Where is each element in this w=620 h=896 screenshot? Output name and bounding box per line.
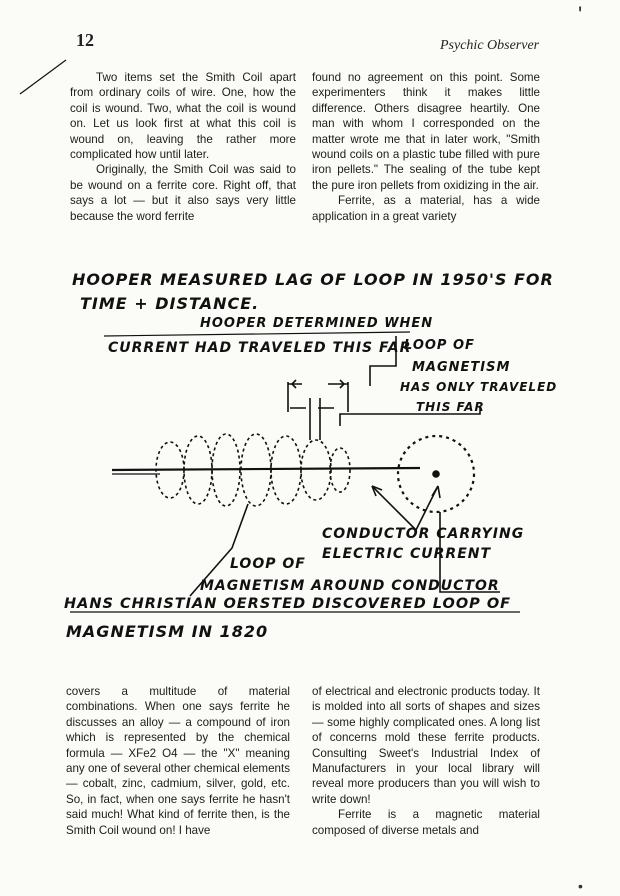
annotation-magnetism-around-conductor: MAGNETISM AROUND CONDUCTOR bbox=[200, 578, 500, 594]
text-column-bottom-right bbox=[312, 684, 540, 838]
page-number: 12 bbox=[76, 30, 94, 50]
corner-mark: ' bbox=[578, 2, 583, 27]
annotation-oersted: HANS CHRISTIAN OERSTED DISCOVERED LOOP OF bbox=[64, 596, 512, 612]
text-column-bottom-left bbox=[66, 684, 290, 838]
annotation-electric-current: ELECTRIC CURRENT bbox=[322, 546, 492, 562]
annotation-conductor-carrying: CONDUCTOR CARRYING bbox=[322, 526, 525, 542]
paragraph: Ferrite, as a material, has a wide application in a great variety bbox=[312, 194, 540, 223]
annotation-current-traveled: CURRENT HAD TRAVELED THIS FAR bbox=[108, 340, 412, 356]
annotation-loop-of-2: LOOP OF bbox=[230, 556, 306, 572]
annotation-hooper-measured: HOOPER MEASURED LAG OF LOOP IN 1950'S FOR bbox=[72, 270, 554, 289]
bottom-mark: • bbox=[578, 878, 583, 894]
annotation-loop-of: LOOP OF bbox=[404, 338, 475, 353]
annotation-this-far: THIS FAR bbox=[416, 400, 485, 414]
paragraph: covers a multitude of material combinations. When one says ferrite he discusses an alloy — a compound of iron which is represented by the chemical formula — XFe2 O4 — the "X" meaning any one of several other chemical elements — cobalt, zinc, cadmium, silver, gold, etc. So, in fact, when one says ferrite he hasn't said much! What kind of ferrite then, is the Smith Coil wound on! I have bbox=[66, 685, 290, 837]
annotation-has-only-traveled: HAS ONLY TRAVELED bbox=[400, 380, 558, 394]
annotation-hooper-determined: HOOPER DETERMINED WHEN bbox=[200, 316, 434, 331]
annotation-magnetism: MAGNETISM bbox=[412, 360, 511, 375]
paragraph: Two items set the Smith Coil apart from ordinary coils of wire. One, how the coil is wound. Two, what the coil is wound on. Let us look first at what this coil is wound on, leaving the rather more complicated how until later. bbox=[70, 71, 296, 162]
annotation-magnetism-1820: MAGNETISM IN 1820 bbox=[66, 622, 269, 641]
paragraph: Ferrite is a magnetic material composed of diverse metals and bbox=[312, 808, 540, 837]
paragraph: of electrical and electronic products today. It is molded into all sorts of shapes and sizes — some highly complicated ones. A long list of concerns mold these ferrite products. Consulting Sweet's Industrial Index of Manufacturers in your local library will reveal more producers than you will wish to write down! bbox=[312, 685, 540, 806]
conductor-wire bbox=[112, 468, 420, 470]
pen-stroke bbox=[20, 60, 66, 94]
annotation-time-distance: TIME + DISTANCE. bbox=[80, 294, 260, 313]
paragraph: found no agreement on this point. Some experimenters think it makes little difference. Others disagree heartily. One man with whom I corresponded on the matter wrote me that in later work, "Smith wound coils on a plastic tube filled with pure iron pellets." The sealing of the tube kept the pure iron pellets from oxidizing in the air. bbox=[312, 71, 540, 192]
paragraph: Originally, the Smith Coil was said to be wound on a ferrite core. Right off, that says a lot — but it also says very little because the word ferrite bbox=[70, 163, 296, 223]
running-head: Psychic Observer bbox=[440, 38, 540, 53]
